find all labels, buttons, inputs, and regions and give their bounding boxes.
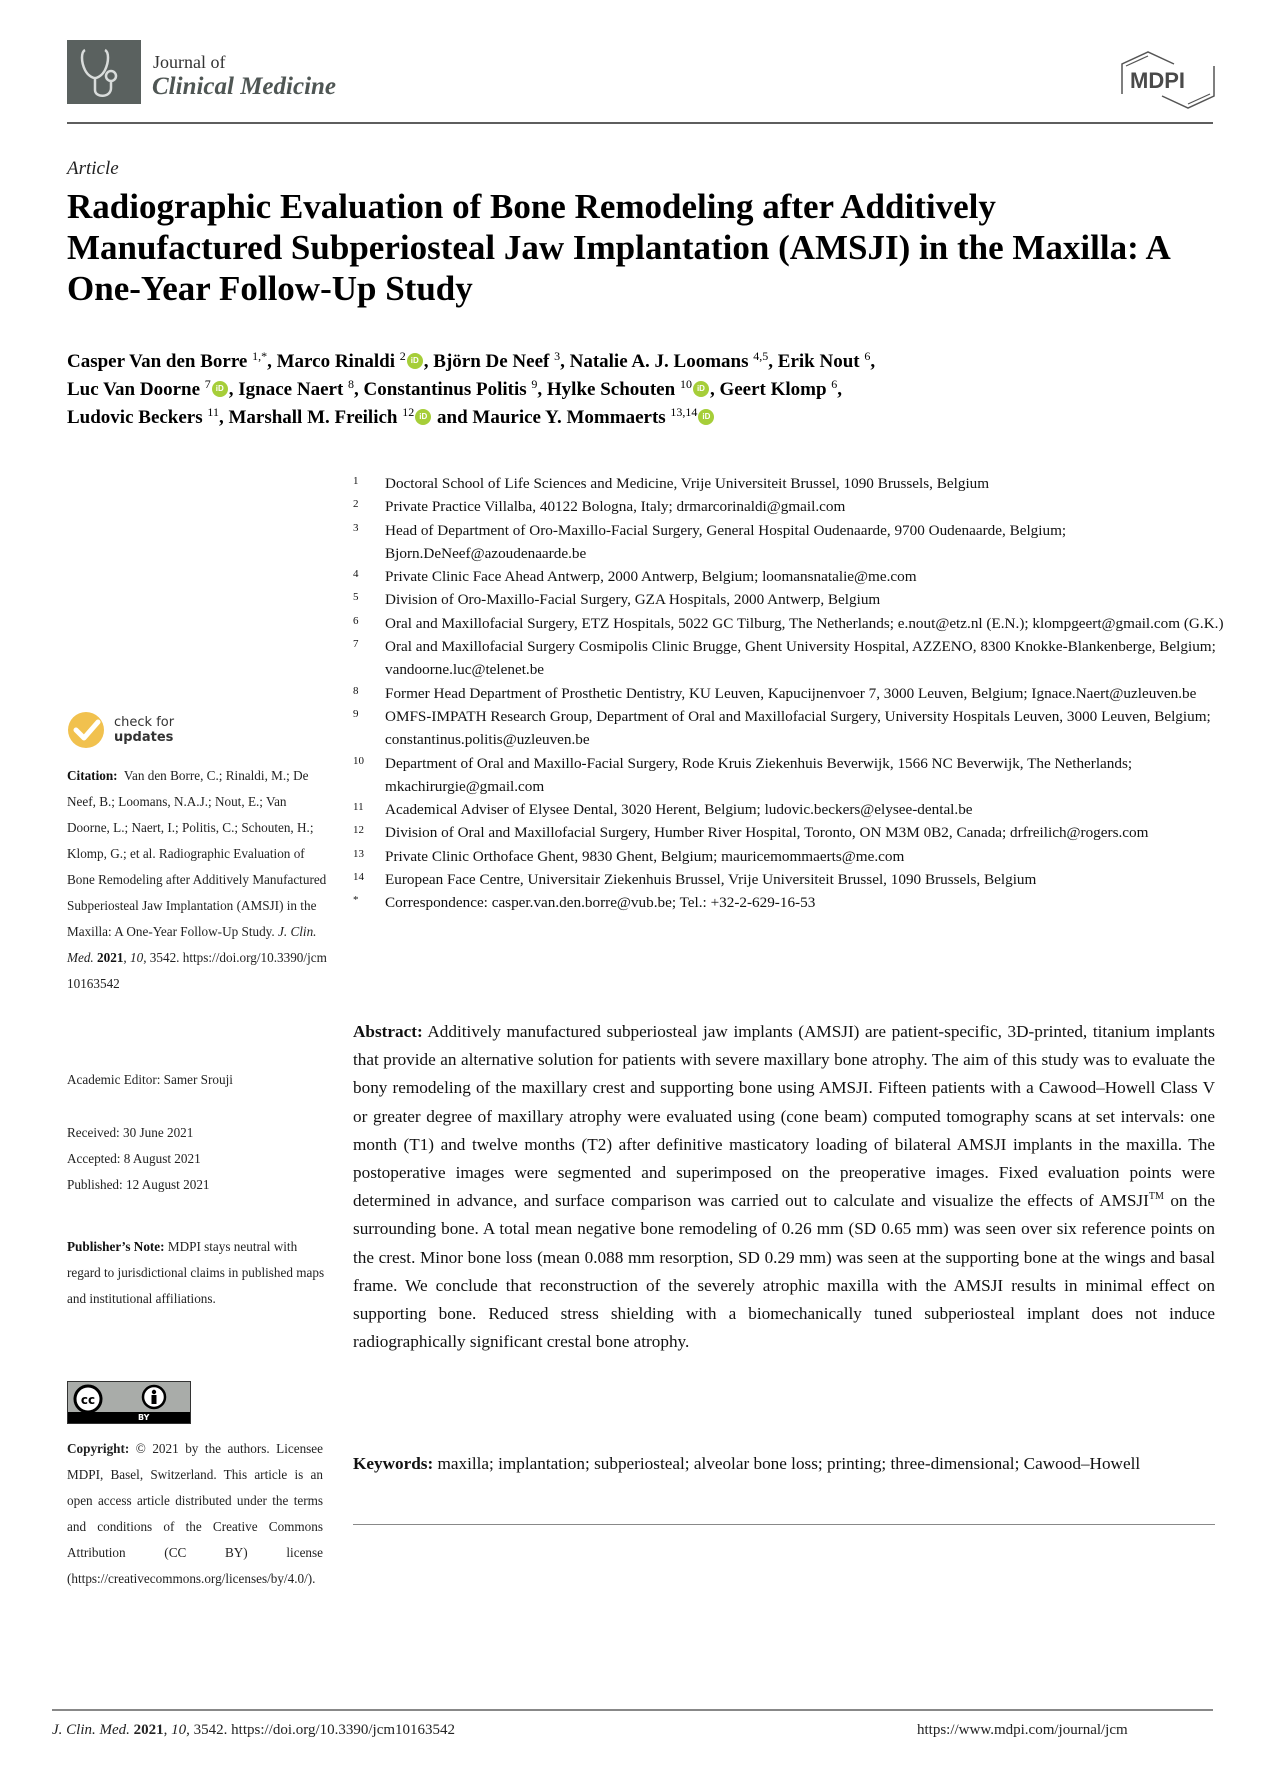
author bbox=[67, 379, 238, 400]
author-affiliation-ref: 9 bbox=[531, 377, 538, 391]
author-name: Hylke Schouten bbox=[546, 379, 676, 400]
abstract-label: Abstract: bbox=[353, 1022, 423, 1041]
keywords bbox=[353, 1450, 1215, 1478]
trademark-superscript: TM bbox=[1148, 1191, 1164, 1203]
author-affiliation-ref: 3 bbox=[554, 349, 561, 363]
author-separator: , bbox=[354, 379, 364, 400]
author-separator: , bbox=[768, 351, 778, 372]
mdpi-logo[interactable] bbox=[1118, 50, 1218, 110]
affiliation-text: Department of Oral and Maxillo-Facial Surgery, Rode Kruis Ziekenhuis Beverwijk, 1566 NC Beverwijk, The Netherlands; mkachirurgie@gmail.com bbox=[385, 754, 1133, 795]
orcid-icon[interactable]: iD bbox=[415, 409, 431, 425]
affiliation-number: 8 bbox=[353, 684, 359, 697]
citation-text: Van den Borre, C.; Rinaldi, M.; De Neef, B.; Loomans, N.A.J.; Nout, E.; Van Doorne, L.; Naert, I.; Politis, C.; Schouten, H.; Klomp, G.; et al. Radiographic Evaluation of Bone Remodeling after Additively Manufactured Subperiosteal Jaw Implantation (AMSJI) in the Maxilla: A One-Year Follow-Up Study. bbox=[67, 768, 327, 939]
author-affiliation-ref: 4,5 bbox=[753, 349, 769, 363]
author-name: Erik Nout bbox=[777, 351, 860, 372]
affiliation-item bbox=[353, 565, 1233, 588]
affiliation-item bbox=[353, 798, 1233, 821]
author-separator: and bbox=[432, 407, 473, 428]
author-name: Ludovic Beckers bbox=[67, 407, 203, 428]
author-affiliation-ref: 13,14 bbox=[670, 405, 698, 419]
affiliation-text: OMFS-IMPATH Research Group, Department of Oral and Maxillofacial Surgery, University Hospitals Leuven, 3000 Leuven, Belgium; constantinus.politis@uzleuven.be bbox=[385, 707, 1211, 749]
author bbox=[277, 351, 434, 372]
author bbox=[719, 379, 842, 400]
affiliation-number: 1 bbox=[353, 475, 359, 487]
orcid-icon[interactable]: iD bbox=[698, 409, 714, 425]
check-for-label: check for bbox=[114, 715, 175, 730]
orcid-icon[interactable]: iD bbox=[693, 381, 709, 397]
publication-dates bbox=[67, 1120, 327, 1198]
author-separator: , bbox=[837, 379, 843, 400]
publisher-note-label: Publisher’s Note: bbox=[67, 1239, 165, 1254]
stethoscope-icon bbox=[67, 40, 141, 104]
affiliation-text: Private Practice Villalba, 40122 Bologna, Italy; drmarcorinaldi@gmail.com bbox=[385, 498, 846, 516]
footer-divider bbox=[52, 1709, 1213, 1711]
author-separator: , bbox=[537, 379, 547, 400]
author-affiliation-ref: 11 bbox=[207, 405, 219, 419]
header-divider bbox=[67, 122, 1213, 124]
article-title: Radiographic Evaluation of Bone Remodeling after Additively Manufactured Subperiosteal Jaw Implantation (AMSJI) in the Maxilla: A One-Year Follow-Up Study bbox=[67, 187, 1169, 308]
abstract-text-part1: Additively manufactured subperiosteal jaw implants (AMSJI) are patient-specific, 3D-printed, titanium implants that provide an alternative solution for patients with severe maxillary bone atrophy. The aim of this study was to evaluate the bony remodeling of the maxillary crest and supporting bone using AMSJI. Fifteen patients with a Cawood–Howell Class V or greater degree of maxillary atrophy were evaluated using (cone beam) computed tomography scans at set intervals: one month (T1) and twelve months (T2) after definitive masticatory loading of bilateral AMSJI implants in the maxilla. The postoperative images were segmented and superimposed on the preoperative images. Fixed evaluation points were determined in advance, and surface comparison was carried out to calculate and visualize the effects of AMSJI bbox=[353, 1022, 1215, 1211]
academic-editor: Academic Editor: Samer Srouji bbox=[67, 1072, 233, 1087]
affiliation-item bbox=[353, 635, 1233, 682]
copyright-block bbox=[67, 1436, 323, 1592]
citation-year: 2021 bbox=[97, 950, 124, 965]
author bbox=[364, 379, 547, 400]
author bbox=[67, 351, 277, 372]
journal-name: Clinical Medicine bbox=[152, 73, 337, 100]
cc-by-label: BY bbox=[138, 1413, 150, 1422]
affiliation-text: Oral and Maxillofacial Surgery, ETZ Hospitals, 5022 GC Tilburg, The Netherlands; e.nout@etz.nl (E.N.); klompgeert@gmail.com (G.K.) bbox=[385, 614, 1224, 632]
author bbox=[433, 351, 569, 372]
affiliation-text: Division of Oro-Maxillo-Facial Surgery, GZA Hospitals, 2000 Antwerp, Belgium bbox=[385, 591, 881, 609]
affiliation-item bbox=[353, 588, 1233, 611]
affiliation-number: 4 bbox=[353, 568, 359, 581]
affiliation-number: 10 bbox=[353, 754, 364, 767]
author-name: Casper Van den Borre bbox=[67, 351, 248, 372]
author-name: Ignace Naert bbox=[238, 379, 344, 400]
affiliation-item bbox=[353, 519, 1233, 566]
author-separator: , bbox=[560, 351, 570, 372]
affiliation-text: Division of Oral and Maxillofacial Surgery, Humber River Hospital, Toronto, ON M3M 0B2, Canada; drfreilich@rogers.com bbox=[385, 824, 1149, 842]
footer-doi[interactable]: , 3542. https://doi.org/10.3390/jcm10163542 bbox=[186, 1722, 456, 1738]
affiliation-text: Correspondence: casper.van.den.borre@vub.be; Tel.: +32-2-629-16-53 bbox=[385, 894, 816, 912]
copyright-label: Copyright: bbox=[67, 1441, 130, 1456]
author-name: Natalie A. J. Loomans bbox=[569, 351, 749, 372]
abstract-divider bbox=[353, 1524, 1215, 1525]
citation-journal: J. Clin. Med. bbox=[67, 924, 317, 965]
author-affiliation-ref: 6 bbox=[831, 377, 838, 391]
author bbox=[570, 351, 778, 372]
affiliation-text: European Face Centre, Universitair Ziekenhuis Brussel, Vrije Universiteit Brussel, 1090 Brussels, Belgium bbox=[385, 871, 1037, 889]
affiliation-list bbox=[353, 472, 1233, 915]
journal-logo bbox=[67, 40, 141, 104]
affiliation-number: 9 bbox=[353, 707, 359, 720]
cc-icon: cc bbox=[80, 1393, 96, 1407]
citation-volume: 10 bbox=[130, 950, 144, 965]
footer-journal-url[interactable]: https://www.mdpi.com/journal/jcm bbox=[917, 1722, 1128, 1738]
author-affiliation-ref: 7 bbox=[204, 377, 211, 391]
orcid-icon[interactable]: iD bbox=[407, 353, 423, 369]
affiliation-number: 6 bbox=[353, 614, 359, 627]
author-separator: , bbox=[709, 379, 720, 400]
footer-journal: J. Clin. Med. bbox=[52, 1722, 130, 1738]
affiliation-number: 11 bbox=[353, 801, 364, 814]
affiliation-text: Private Clinic Orthoface Ghent, 9830 Ghent, Belgium; mauricemommaerts@me.com bbox=[385, 847, 905, 865]
affiliation-text: Academical Adviser of Elysee Dental, 3020 Herent, Belgium; ludovic.beckers@elysee-dental.be bbox=[385, 801, 973, 819]
affiliation-number: 14 bbox=[353, 871, 364, 884]
affiliation-number: 3 bbox=[353, 521, 359, 534]
footer-volume: 10 bbox=[171, 1722, 187, 1738]
orcid-icon[interactable]: iD bbox=[212, 381, 228, 397]
affiliation-text: Oral and Maxillofacial Surgery Cosmipolis Clinic Brugge, Ghent University Hospital, AZZENO, 8300 Knokke-Blankenberge, Belgium; vandoorne.luc@telenet.be bbox=[385, 638, 1216, 679]
author-affiliation-ref: 2 bbox=[399, 349, 406, 363]
affiliation-text: Head of Department of Oro-Maxillo-Facial Surgery, General Hospital Oudenaarde, 9700 Oudenaarde, Belgium; Bjorn.DeNeef@azoudenaarde.be bbox=[385, 521, 1067, 562]
author bbox=[472, 407, 715, 428]
affiliation-number: 7 bbox=[353, 638, 359, 651]
published-date: Published: 12 August 2021 bbox=[67, 1177, 210, 1192]
affiliation-item bbox=[353, 752, 1233, 799]
author-affiliation-ref: 8 bbox=[348, 377, 355, 391]
affiliation-item bbox=[353, 495, 1233, 518]
author-separator: , bbox=[267, 351, 277, 372]
author-separator: , bbox=[228, 379, 239, 400]
affiliation-item bbox=[353, 472, 1233, 495]
author-name: Marco Rinaldi bbox=[276, 351, 396, 372]
affiliation-number: 12 bbox=[353, 824, 364, 837]
affiliation-number: 5 bbox=[353, 591, 359, 604]
author-name: Maurice Y. Mommaerts bbox=[472, 407, 666, 428]
publisher-note bbox=[67, 1234, 327, 1312]
affiliation-item bbox=[353, 682, 1233, 705]
cc-by-license-badge[interactable] bbox=[67, 1381, 191, 1424]
received-date: Received: 30 June 2021 bbox=[67, 1125, 194, 1140]
abstract bbox=[353, 1018, 1215, 1356]
check-for-updates-button[interactable] bbox=[66, 710, 174, 750]
check-badge-icon bbox=[66, 710, 106, 750]
citation-doi-link[interactable]: https://doi.org/10.3390/jcm10163542 bbox=[67, 950, 327, 991]
affiliation-item bbox=[353, 612, 1233, 635]
mdpi-logo-text: MDPI bbox=[1130, 68, 1185, 93]
author bbox=[228, 407, 472, 428]
publisher-note-text: MDPI stays neutral with regard to jurisdictional claims in published maps and institutional affiliations. bbox=[67, 1239, 325, 1306]
author-name: Constantinus Politis bbox=[363, 379, 527, 400]
citation-article-number: , 3542. bbox=[143, 950, 180, 965]
keywords-label: Keywords: bbox=[353, 1454, 434, 1473]
keywords-text: maxilla; implantation; subperiosteal; alveolar bone loss; printing; three-dimensional; Cawood–Howell bbox=[437, 1454, 1141, 1473]
author-affiliation-ref: 6 bbox=[864, 349, 871, 363]
footer-citation: J. Clin. Med. 2021, 10, 3542. https://doi.org/10.3390/jcm10163542 bbox=[52, 1722, 456, 1738]
affiliation-number: 2 bbox=[353, 498, 359, 511]
affiliation-text: Private Clinic Face Ahead Antwerp, 2000 Antwerp, Belgium; loomansnatalie@me.com bbox=[385, 568, 917, 586]
affiliation-item bbox=[353, 891, 1233, 914]
author bbox=[238, 379, 363, 400]
citation-block: Citation: Van den Borre, C.; Rinaldi, M.; De Neef, B.; Loomans, N.A.J.; Nout, E.; Van Doorne, L.; Naert, I.; Politis, C.; Schouten, H.; Klomp, G.; et al. Radiographic Evaluation of Bone Remodeling after Additively Manufactured Subperiosteal Jaw Implantation (AMSJI) in the Maxilla: A One-Year Follow-Up Study. J. Clin. Med. 2021, 10, 3542. https://doi.org/10.3390/jcm10163542 bbox=[67, 768, 327, 991]
author-name: Geert Klomp bbox=[719, 379, 827, 400]
author-separator: , bbox=[423, 351, 434, 372]
citation-label: Citation: bbox=[67, 768, 118, 783]
author-list bbox=[67, 348, 1217, 432]
footer-year: 2021 bbox=[133, 1722, 164, 1738]
author-affiliation-ref: 1,* bbox=[252, 349, 268, 363]
accepted-date: Accepted: 8 August 2021 bbox=[67, 1151, 201, 1166]
updates-label: updates bbox=[114, 730, 174, 745]
author-name: Björn De Neef bbox=[433, 351, 550, 372]
author-separator: , bbox=[870, 351, 876, 372]
affiliation-item bbox=[353, 868, 1233, 891]
affiliation-item bbox=[353, 705, 1233, 752]
journal-of-label: Journal of bbox=[153, 52, 226, 72]
author-name: Luc Van Doorne bbox=[67, 379, 201, 400]
affiliation-item bbox=[353, 821, 1233, 844]
author-affiliation-ref: 10 bbox=[679, 377, 692, 391]
affiliation-text: Former Head Department of Prosthetic Dentistry, KU Leuven, Kapucijnenvoer 7, 3000 Leuven, Belgium; Ignace.Naert@uzleuven.be bbox=[385, 684, 1197, 702]
abstract-text-part2: on the surrounding bone. A total mean negative bone remodeling of 0.26 mm (SD 0.65 mm) was seen over six reference points on the crest. Minor bone loss (mean 0.088 mm resorption, SD 0.29 mm) was seen at the supporting bone at the wings and basal frame. We conclude that reconstruction of the severely atrophic maxilla with the AMSJI results in minimal effect on supporting bone. Reduced stress shielding with a biomechanically tuned subperiosteal implant does not induce radiographically significant crestal bone atrophy. bbox=[353, 1191, 1216, 1352]
copyright-text: © 2021 by the authors. Licensee MDPI, Basel, Switzerland. This article is an open access article distributed under the terms and conditions of the Creative Commons Attribution (CC BY) license (https://creativecommons.org/licenses/by/4.0/). bbox=[67, 1441, 324, 1586]
author bbox=[778, 351, 875, 372]
author bbox=[547, 379, 720, 400]
author-name: Marshall M. Freilich bbox=[228, 407, 398, 428]
cc-by-icons bbox=[72, 1384, 188, 1414]
affiliation-text: Doctoral School of Life Sciences and Medicine, Vrije Universiteit Brussel, 1090 Brussels, Belgium bbox=[385, 475, 990, 492]
affiliation-number: 13 bbox=[353, 847, 364, 860]
author bbox=[67, 407, 228, 428]
affiliation-number: * bbox=[353, 894, 359, 907]
article-type: Article bbox=[67, 158, 119, 179]
author-affiliation-ref: 12 bbox=[402, 405, 415, 419]
affiliation-item bbox=[353, 845, 1233, 868]
author-separator: , bbox=[218, 407, 229, 428]
